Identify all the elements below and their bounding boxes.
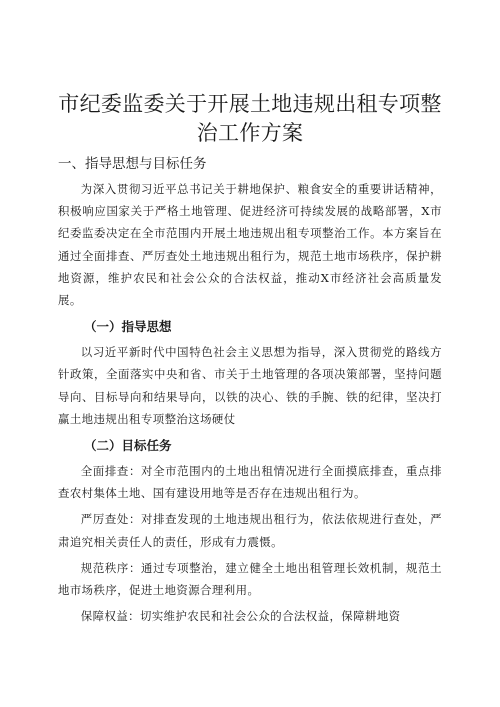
section-heading-guiding-ideology-and-goals: 一、指导思想与目标任务	[58, 156, 207, 172]
subsection-heading-goals-tasks: （二）目标任务	[84, 438, 172, 454]
guiding-ideology-paragraph: 以习近平新时代中国特色社会主义思想为指导，深入贯彻党的路线方针政策，全面落实中央和省、市关于土地管理的各项决策部署，坚持问题导向、目标导向和结果导向，以铁的决心、铁的手腕、铁的纪律，坚决打赢土地违规出租专项整治这场硬仗	[58, 345, 442, 426]
task-paragraph-protect-rights: 保障权益：切实维护农民和社会公众的合法权益，保障耕地资	[80, 609, 401, 624]
task-paragraph-strict-punishment: 严厉查处：对排查发现的土地违规出租行为，依法依规进行查处，严肃追究相关责任人的责任，形成有力震慑。	[58, 512, 442, 549]
task-paragraph-full-investigation: 全面排查：对全市范围内的土地出租情况进行全面摸底排查，重点排查农村集体土地、国有建设用地等是否存在违规出租行为。	[58, 464, 442, 501]
subsection-heading-guiding-ideology: （一）指导思想	[84, 319, 172, 335]
task-paragraph-regulate-order: 规范秩序：通过专项整治，建立健全土地出租管理长效机制，规范土地市场秩序，促进土地资源合理利用。	[58, 560, 442, 598]
intro-paragraph: 为深入贯彻习近平总书记关于耕地保护、粮食安全的重要讲话精神，积极响应国家关于严格土地管理、促进经济可持续发展的战略部署，X市纪委监委决定在全市范围内开展土地违规出租专项整治工作。本方案旨在通过全面排查、严厉查处土地违规出租行为，规范土地市场秩序，保护耕地资源，维护农民和社会公众的合法权益，推动X市经济社会高质量发展。	[58, 182, 442, 308]
document-title: 市纪委监委关于开展土地违规出租专项整治工作方案	[58, 92, 442, 145]
